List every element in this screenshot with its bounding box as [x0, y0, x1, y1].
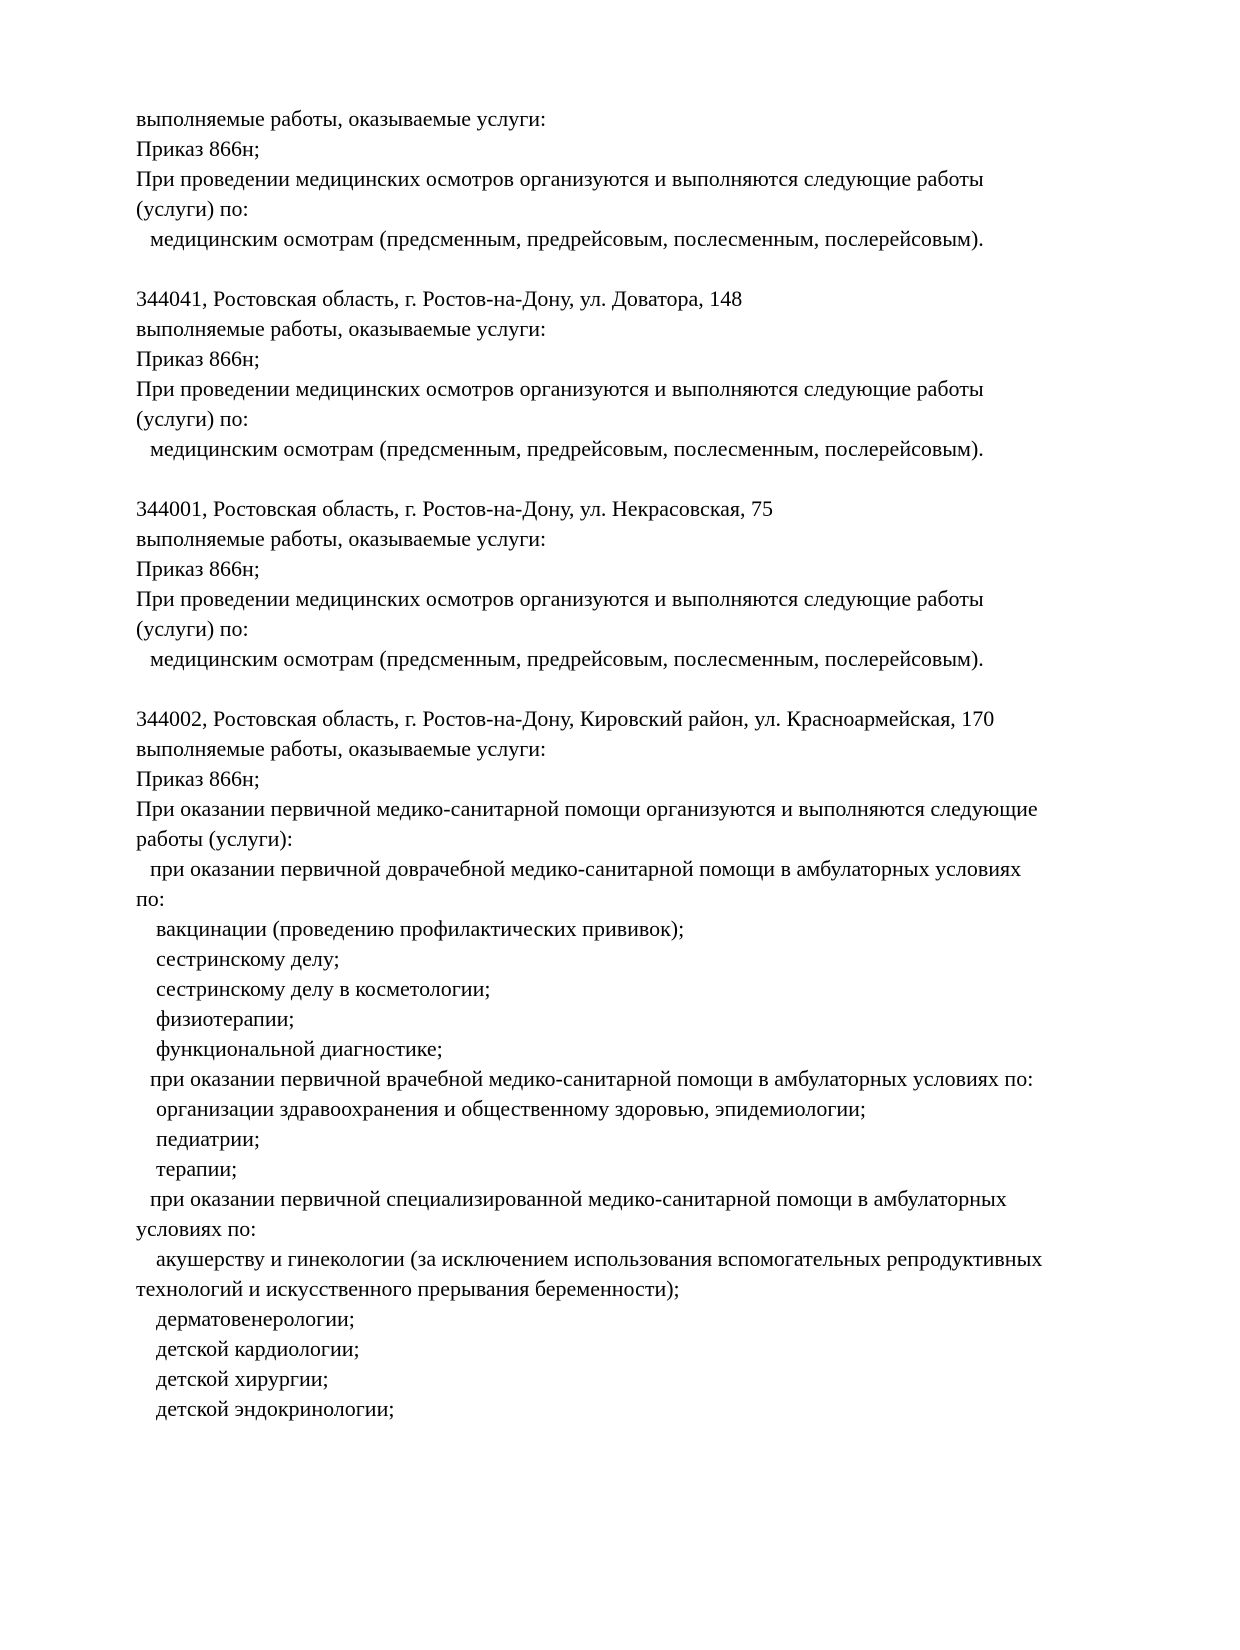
text-line: Приказ 866н;: [136, 556, 260, 581]
text-line: функциональной диагностике;: [156, 1036, 443, 1061]
blank-line: [136, 464, 1130, 494]
text-line: работы (услуги):: [136, 826, 293, 851]
text-line: педиатрии;: [156, 1126, 260, 1151]
text-line: 344002, Ростовская область, г. Ростов-на-Дону, Кировский район, ул. Красноармейская, 170: [136, 706, 995, 731]
text-line: по:: [136, 886, 165, 911]
text-line: физиотерапии;: [156, 1006, 295, 1031]
text-line: организации здравоохранения и общественному здоровью, эпидемиологии;: [156, 1096, 867, 1121]
text-line: сестринскому делу;: [156, 946, 340, 971]
text-line: терапии;: [156, 1156, 238, 1181]
text-line: вакцинации (проведению профилактических прививок);: [156, 916, 685, 941]
text-line: (услуги) по:: [136, 616, 249, 641]
text-line: условиях по:: [136, 1216, 257, 1241]
text-line: Приказ 866н;: [136, 346, 260, 371]
text-line: выполняемые работы, оказываемые услуги:: [136, 316, 547, 341]
text-line: медицинским осмотрам (предсменным, предрейсовым, послесменным, послерейсовым).: [150, 226, 984, 251]
text-line: детской кардиологии;: [156, 1336, 360, 1361]
text-line: При оказании первичной медико-санитарной помощи организуются и выполняются следующие: [136, 796, 1038, 821]
text-line: 344041, Ростовская область, г. Ростов-на-Дону, ул. Доватора, 148: [136, 286, 743, 311]
text-line: При проведении медицинских осмотров организуются и выполняются следующие работы: [136, 166, 984, 191]
text-line: Приказ 866н;: [136, 136, 260, 161]
text-line: детской хирургии;: [156, 1366, 329, 1391]
text-line: при оказании первичной врачебной медико-санитарной помощи в амбулаторных условиях по:: [150, 1066, 1034, 1091]
blank-line: [136, 254, 1130, 284]
blank-line: [136, 674, 1130, 704]
text-line: дерматовенерологии;: [156, 1306, 355, 1331]
text-line: медицинским осмотрам (предсменным, предрейсовым, послесменным, послерейсовым).: [150, 436, 984, 461]
text-line: детской эндокринологии;: [156, 1396, 395, 1421]
text-line: Приказ 866н;: [136, 766, 260, 791]
text-line: (услуги) по:: [136, 196, 249, 221]
text-line: при оказании первичной специализированной медико-санитарной помощи в амбулаторных: [150, 1186, 1007, 1211]
text-line: технологий и искусственного прерывания беременности);: [136, 1276, 680, 1301]
text-line: (услуги) по:: [136, 406, 249, 431]
text-line: выполняемые работы, оказываемые услуги:: [136, 736, 547, 761]
text-line: 344001, Ростовская область, г. Ростов-на-Дону, ул. Некрасовская, 75: [136, 496, 774, 521]
text-line: выполняемые работы, оказываемые услуги:: [136, 526, 547, 551]
text-line: При проведении медицинских осмотров организуются и выполняются следующие работы: [136, 586, 984, 611]
document-body: [136, 104, 1130, 1424]
text-line: сестринскому делу в косметологии;: [156, 976, 491, 1001]
text-line: медицинским осмотрам (предсменным, предрейсовым, послесменным, послерейсовым).: [150, 646, 984, 671]
text-line: При проведении медицинских осмотров организуются и выполняются следующие работы: [136, 376, 984, 401]
text-line: выполняемые работы, оказываемые услуги:: [136, 106, 547, 131]
text-line: при оказании первичной доврачебной медико-санитарной помощи в амбулаторных условиях: [150, 856, 1022, 881]
text-line: акушерству и гинекологии (за исключением использования вспомогательных репродуктивных: [156, 1246, 1043, 1271]
